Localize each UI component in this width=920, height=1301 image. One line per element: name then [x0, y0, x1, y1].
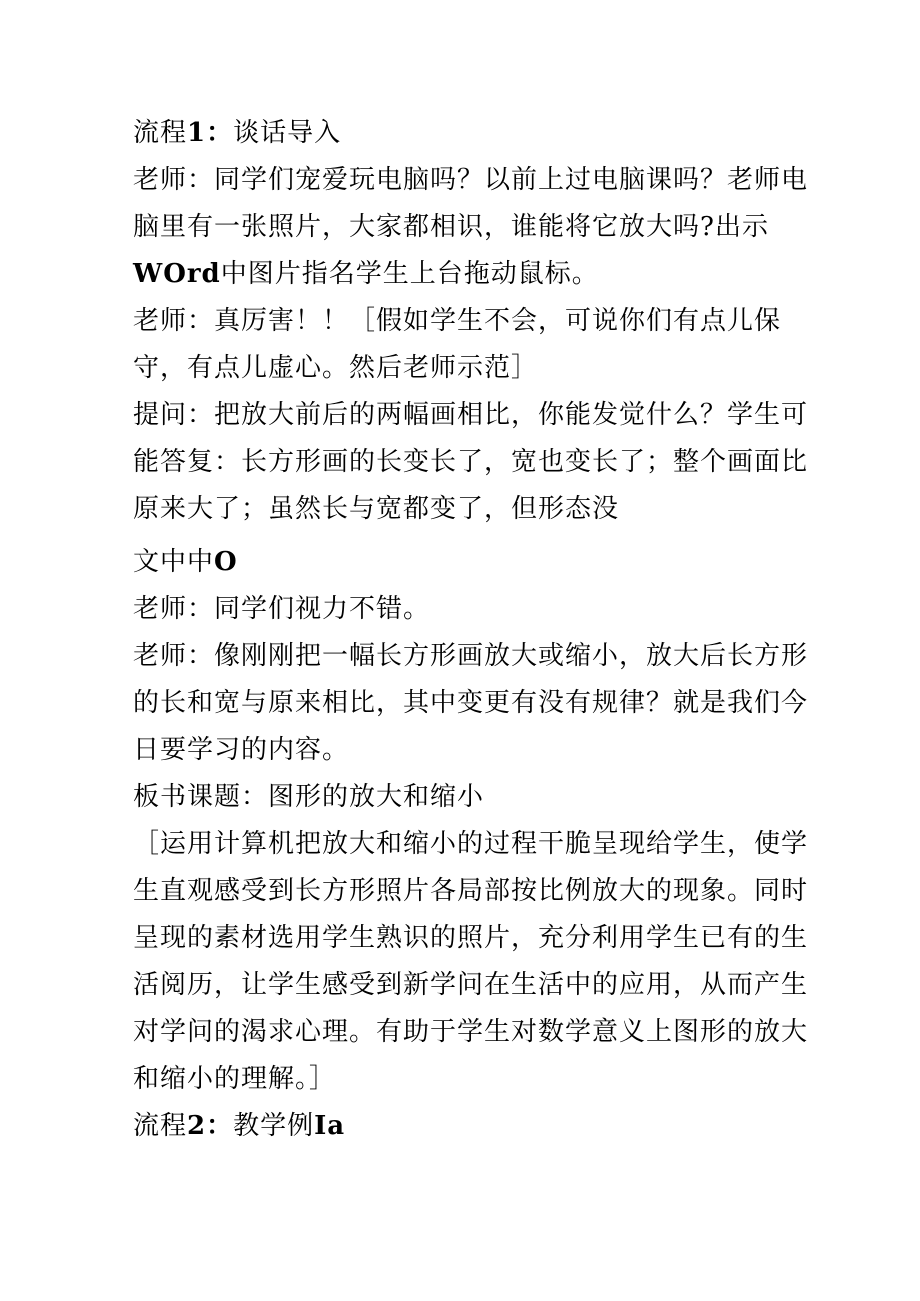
paragraph-line: 原来大了；虽然长与宽都变了，但形态没 [133, 494, 620, 524]
document-body [133, 110, 813, 1150]
paragraph-line: 生直观感受到长方形照片各局部按比例放大的现象。同时 [133, 876, 809, 906]
paragraph-line: 呈现的素材选用学生熟识的照片，充分利用学生已有的生 [133, 923, 809, 953]
paragraph-line: 的长和宽与原来相比，其中变更有没有规律？就是我们今 [133, 688, 809, 718]
section-heading-2: 流程2：教学例Ia [133, 1111, 346, 1141]
paragraph-line: 活阅历，让学生感受到新学问在生活中的应用，从而产生 [133, 970, 809, 1000]
paragraph-line: 文中中O [133, 547, 238, 577]
section-heading-1: 流程1：谈话导入 [133, 118, 342, 148]
paragraph-line: 能答复：长方形画的长变长了，宽也变长了；整个画面比 [133, 447, 809, 477]
paragraph-line: 日要学习的内容。 [133, 735, 350, 765]
board-title-line: 板书课题：图形的放大和缩小 [133, 782, 485, 812]
paragraph-line: 提问：把放大前后的两幅画相比，你能发觉什么？学生可 [133, 400, 809, 430]
paragraph-line: 老师：同学们视力不错。 [133, 594, 431, 624]
paragraph-line: 脑里有一张照片，大家都相识，谁能将它放大吗?出示 [133, 212, 769, 242]
paragraph-line: WOrd中图片指名学生上台拖动鼠标。 [133, 259, 599, 289]
paragraph-line: 老师：同学们宠爱玩电脑吗？以前上过电脑课吗？老师电 [133, 165, 809, 195]
paragraph-line: 老师：真厉害！！［假如学生不会，可说你们有点儿保 [133, 306, 782, 336]
paragraph-line: 和缩小的理解。］ [133, 1064, 337, 1094]
paragraph-line: 老师：像刚刚把一幅长方形画放大或缩小，放大后长方形 [133, 641, 809, 671]
paragraph-line: 守，有点儿虚心。然后老师示范］ [133, 353, 539, 383]
paragraph-line: 对学问的渴求心理。有助于学生对数学意义上图形的放大 [133, 1017, 809, 1047]
paragraph-line: ［运用计算机把放大和缩小的过程干脆呈现给学生，使学 [133, 829, 809, 859]
